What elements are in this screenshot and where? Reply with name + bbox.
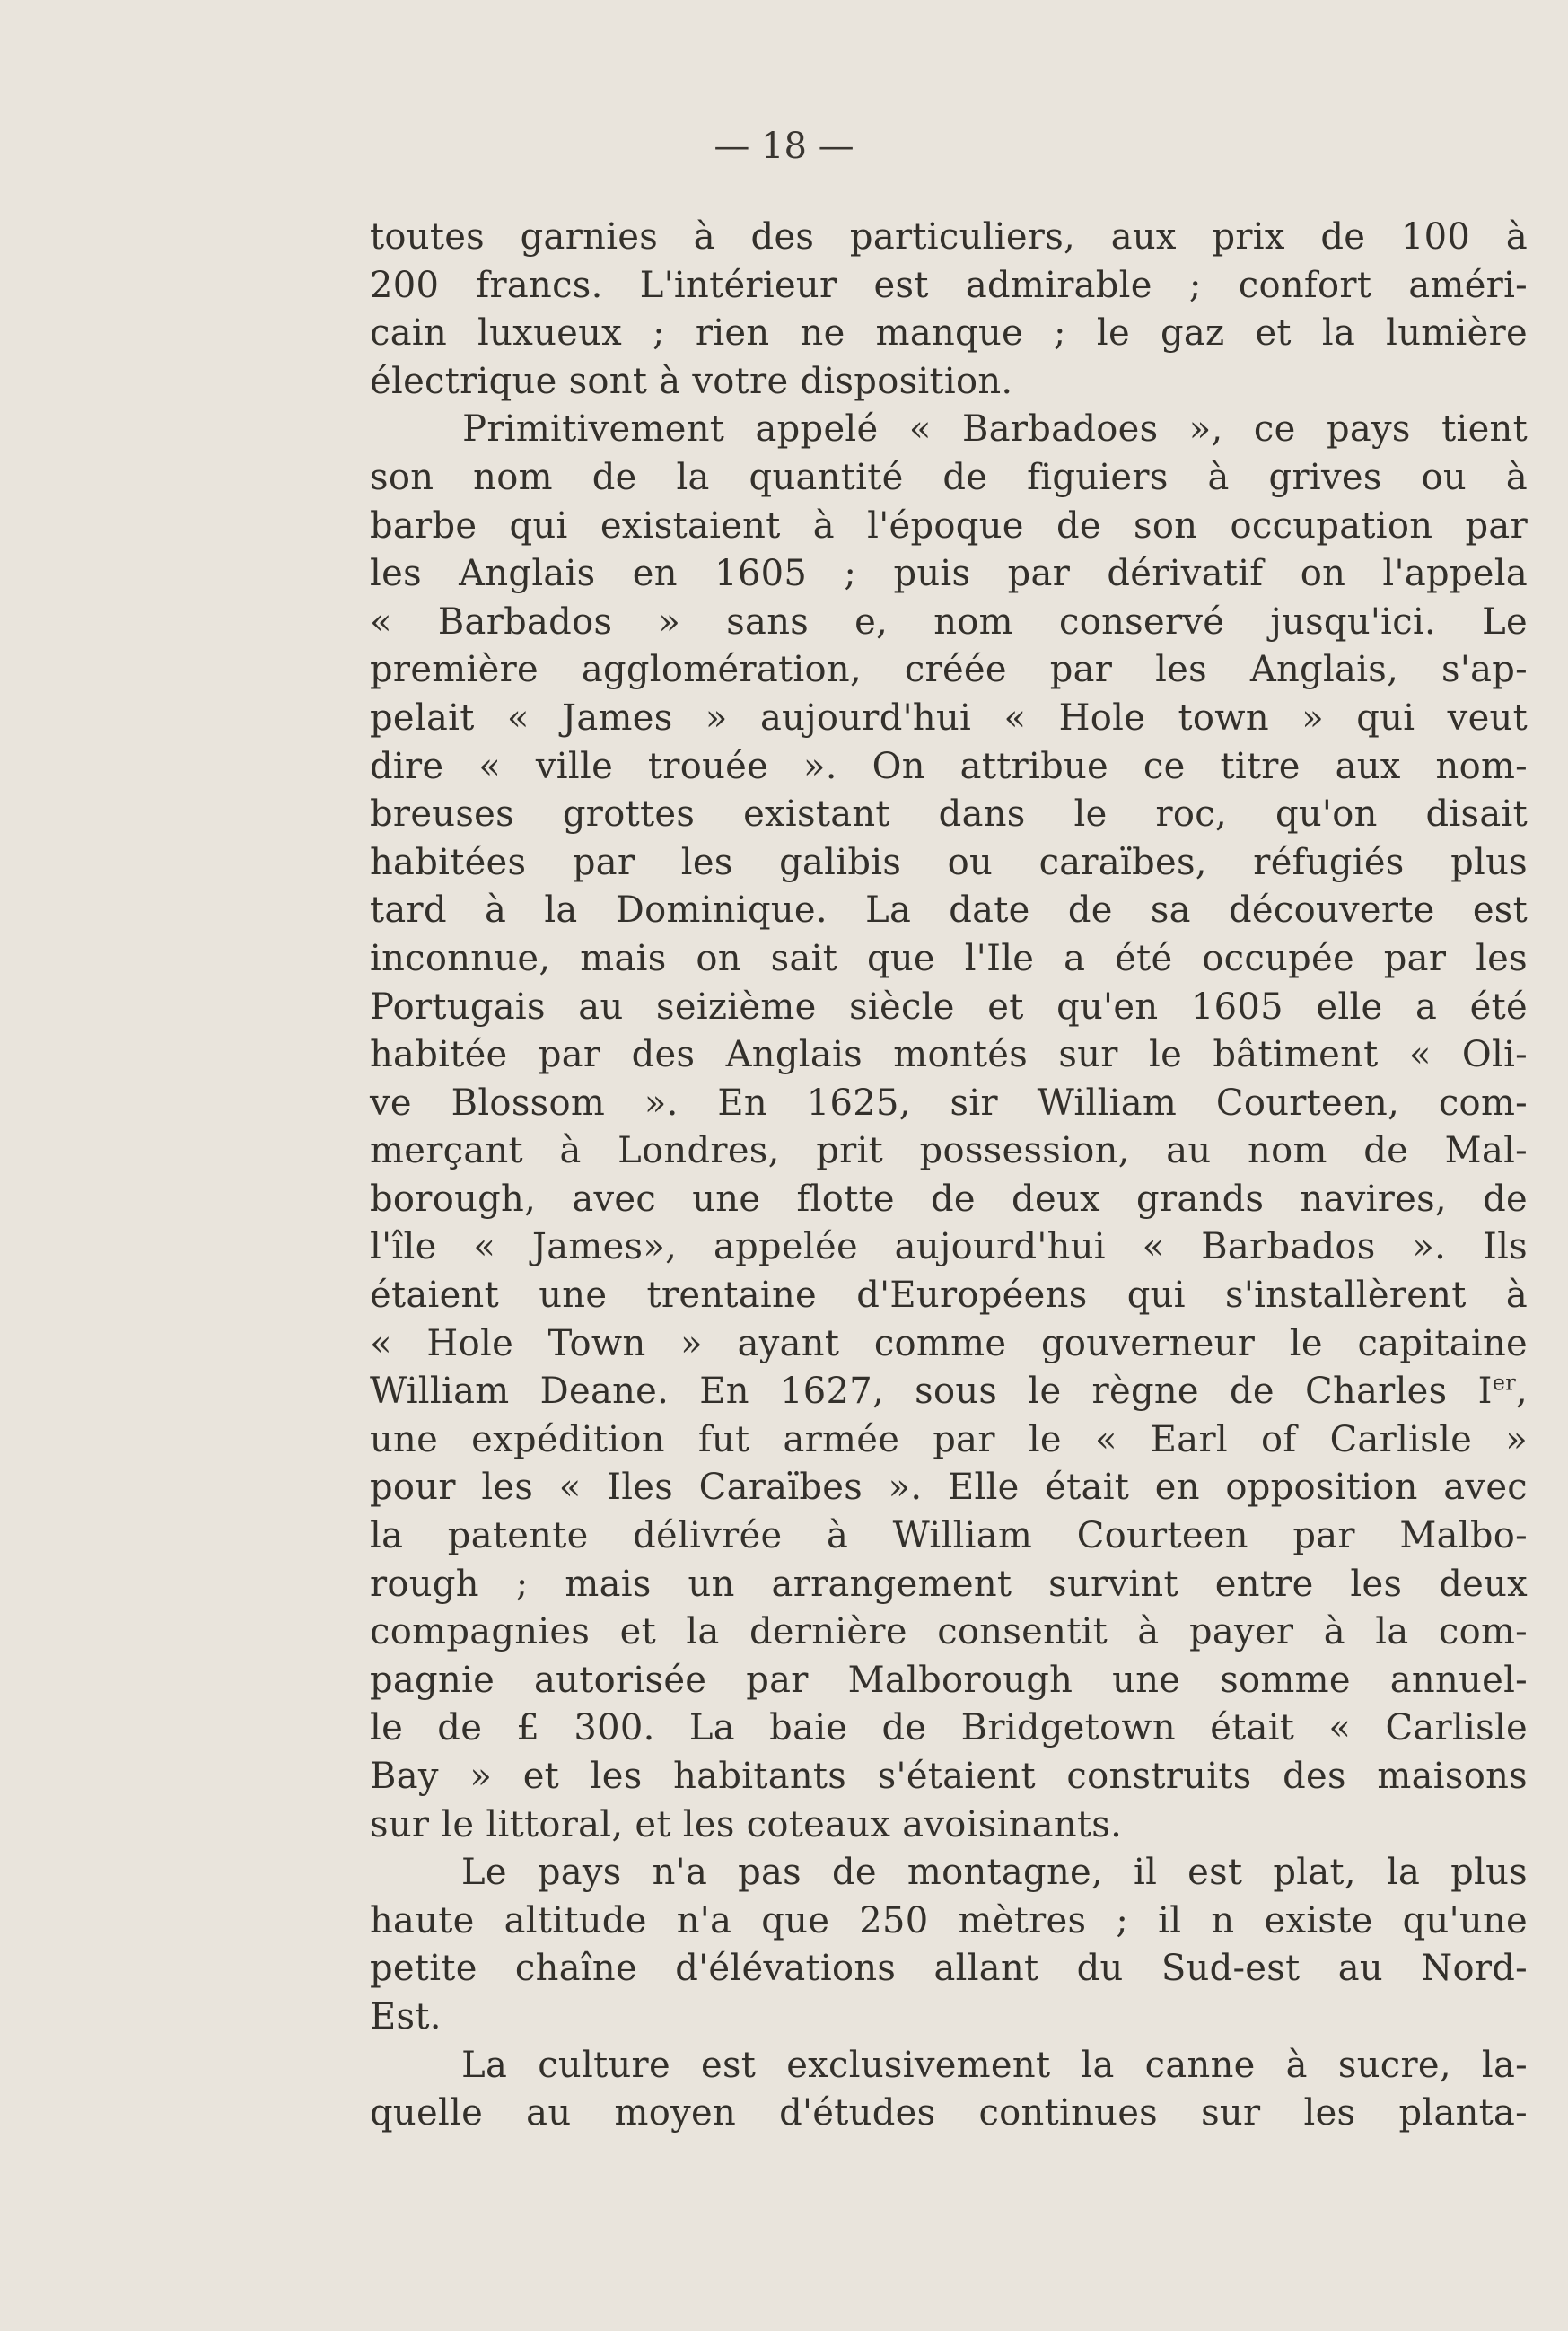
text-line: « Barbados » sans e, nom conservé jusqu'ici. Le [370,600,1528,643]
text-line: breuses grottes existant dans le roc, qu'on disait [370,793,1528,836]
text-line: rough ; mais un arrangement survint entre les deux [370,1563,1528,1605]
text-line: les Anglais en 1605 ; puis par dérivatif on l'appela [370,553,1528,595]
body-text [370,214,1528,2138]
text-line: Portugais au seizième siècle et qu'en 1605 elle a été [370,986,1528,1028]
text-line: habitées par les galibis ou caraïbes, réfugiés plus [370,841,1528,883]
text-line: le de £ 300. La baie de Bridgetown était « Carlisle [370,1707,1528,1749]
text-line: son nom de la quantité de figuiers à grives ou à [370,456,1528,498]
text-line: cain luxueux ; rien ne manque ; le gaz et la lumière [370,312,1528,355]
text-line: l'île « James», appelée aujourd'hui « Barbados ». Ils [370,1226,1528,1268]
text-line: petite chaîne d'élévations allant du Sud-est au Nord- [370,1948,1528,1990]
text-line: merçant à Londres, prit possession, au nom de Mal- [370,1130,1528,1172]
text-line: Bay » et les habitants s'étaient construits des maisons [370,1756,1528,1797]
text-line: électrique sont à votre disposition. [370,360,1013,402]
text-line: « Hole Town » ayant comme gouverneur le capitaine [370,1322,1528,1364]
text-line: inconnue, mais on sait que l'Ile a été occupée par les [370,937,1528,979]
text-line: Est. [370,1995,442,2037]
text-line: dire « ville trouée ». On attribue ce titre aux nom- [370,745,1528,787]
text-line: barbe qui existaient à l'époque de son occupation par [370,504,1528,547]
text-line: habitée par des Anglais montés sur le bâtiment « Oli- [370,1034,1528,1076]
text-line: pour les « Iles Caraïbes ». Elle était en opposition avec [370,1467,1528,1509]
text-line: pagnie autorisée par Malborough une somme annuel- [370,1659,1528,1701]
page-number: — 18 — [714,126,854,167]
text-line: William Deane. En 1627, sous le règne de Charles Ier, [370,1370,1528,1413]
text-line: tard à la Dominique. La date de sa découverte est [370,889,1528,932]
text-line: La culture est exclusivement la canne à sucre, la- [370,2044,1528,2086]
text-line: pelait « James » aujourd'hui « Hole town » qui veut [370,697,1528,739]
text-line: quelle au moyen d'études continues sur les planta- [370,2092,1528,2134]
text-line: étaient une trentaine d'Européens qui s'installèrent à [370,1275,1528,1317]
text-line: 200 francs. L'intérieur est admirable ; confort améri- [370,264,1528,306]
text-line: Primitivement appelé « Barbadoes », ce pays tient [370,408,1528,451]
text-line: borough, avec une flotte de deux grands navires, de [370,1178,1528,1220]
text-line: la patente délivrée à William Courteen par Malbo- [370,1515,1528,1557]
text-line: compagnies et la dernière consentit à payer à la com- [370,1611,1528,1653]
text-line: une expédition fut armée par le « Earl of Carlisle » [370,1418,1528,1460]
text-line: Le pays n'a pas de montagne, il est plat, la plus [370,1852,1528,1894]
text-line: ve Blossom ». En 1625, sir William Courteen, com- [370,1082,1528,1124]
text-line: première agglomération, créée par les Anglais, s'ap- [370,649,1528,691]
text-line: sur le littoral, et les coteaux avoisinants. [370,1803,1123,1845]
text-line: toutes garnies à des particuliers, aux prix de 100 à [370,216,1528,258]
text-line: haute altitude n'a que 250 mètres ; il n existe qu'une [370,1899,1528,1941]
